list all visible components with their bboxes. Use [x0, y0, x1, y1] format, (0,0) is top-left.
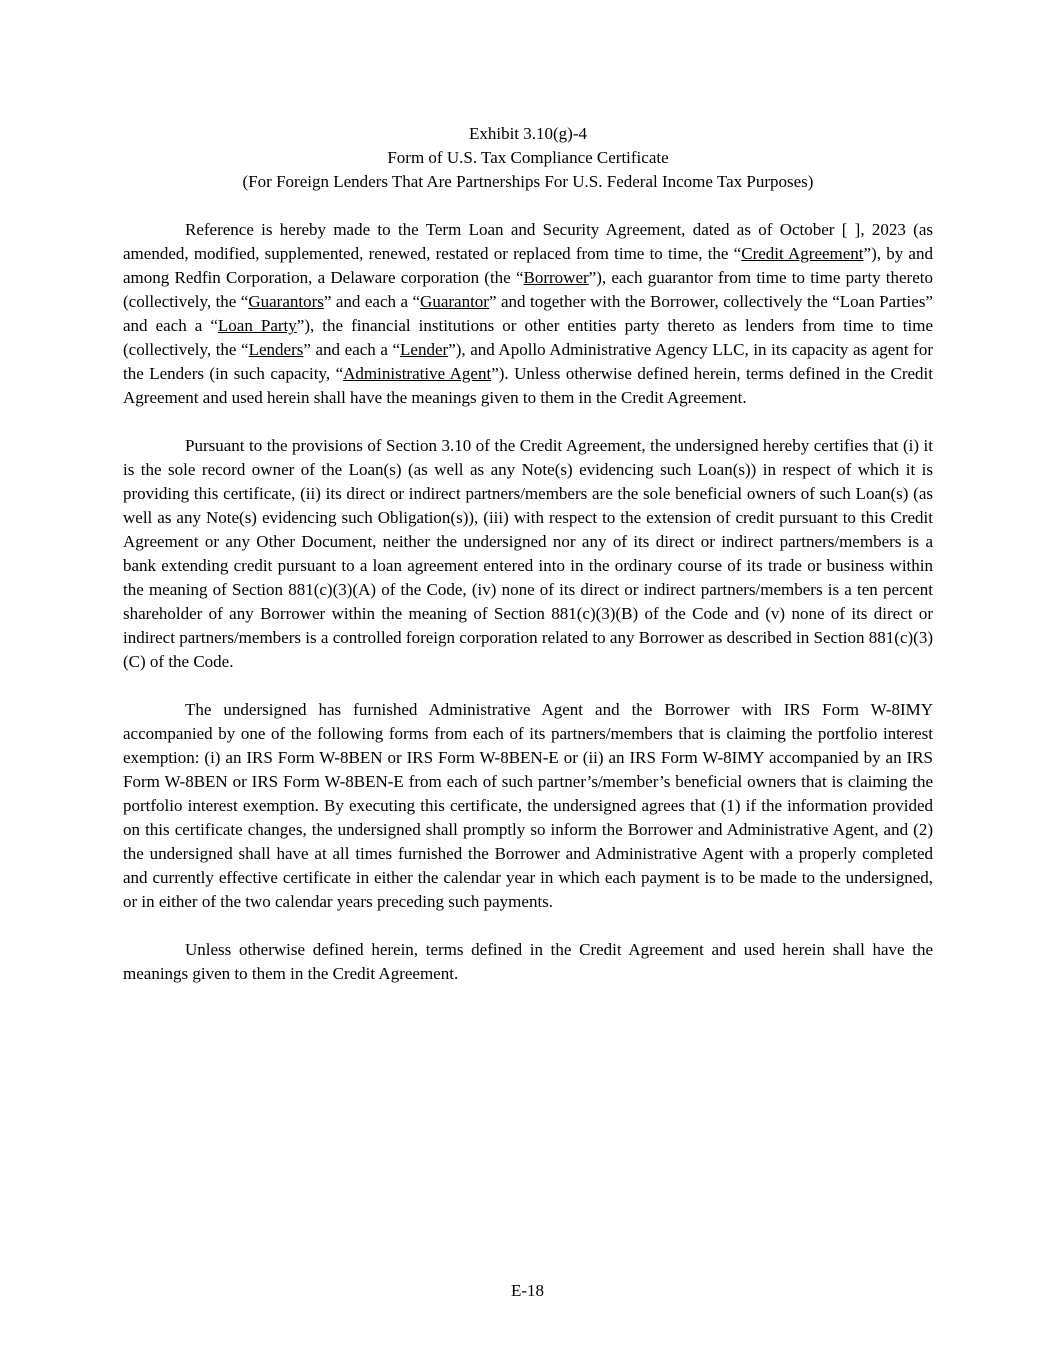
defined-term: Borrower	[523, 268, 589, 287]
defined-term: Administrative Agent	[343, 364, 492, 383]
document-content	[123, 122, 933, 986]
paragraph-text: Reference is hereby made to the Term Loan and Security Agreement, dated as of October [ ], 2023 (as amended, modified, supplemented, renewed, restated or replaced from time to time, the “	[123, 220, 933, 263]
title-form-name: Form of U.S. Tax Compliance Certificate	[387, 148, 669, 167]
title-subtitle: (For Foreign Lenders That Are Partnerships For U.S. Federal Income Tax Purposes)	[242, 172, 814, 191]
page-number: E-18	[510, 1281, 545, 1300]
defined-term: Loan Party	[217, 316, 297, 335]
paragraph-text: The undersigned has furnished Administrative Agent and the Borrower with IRS Form W-8IMY accompanied by one of the following forms from each of its partners/members that is claiming the portfolio interest exemption: (i) an IRS Form W-8BEN or IRS Form W-8BEN-E or (ii) an IRS Form W-8IMY accompanied by an IRS Form W-8BEN or IRS Form W-8BEN-E from each of such partner’s/member’s beneficial owners that is claiming the portfolio interest exemption. By executing this certificate, the undersigned agrees that (1) if the information provided on this certificate changes, the undersigned shall promptly so inform the Borrower and Administrative Agent, and (2) the undersigned shall have at all times furnished the Borrower and Administrative Agent with a properly completed and currently effective certificate in either the calendar year in which each payment is to be made to the undersigned, or in either of the two calendar years preceding such payments.	[123, 700, 933, 911]
defined-term: Lender	[400, 340, 449, 359]
paragraph-text: Unless otherwise defined herein, terms defined in the Credit Agreement and used herein shall have the meanings given to them in the Credit Agreement.	[123, 940, 933, 983]
paragraph-text: ”), and Apollo Administrative Agency LLC, in its capacity as agent for the Lenders (in such capacity, “	[123, 340, 933, 383]
paragraph	[123, 938, 933, 986]
paragraph	[123, 218, 933, 410]
paragraph-text: ”), the financial institutions or other entities party thereto as lenders from time to time (collectively, the “	[123, 316, 933, 359]
paragraph-text: Pursuant to the provisions of Section 3.10 of the Credit Agreement, the undersigned hereby certifies that (i) it is the sole record owner of the Loan(s) (as well as any Note(s) evidencing such Loan(s)) in respect of which it is providing this certificate, (ii) its direct or indirect partners/members are the sole beneficial owners of such Loan(s) (as well as any Note(s) evidencing such Obligation(s)), (iii) with respect to the extension of credit pursuant to this Credit Agreement or any Other Document, neither the undersigned nor any of its direct or indirect partners/members is a bank extending credit pursuant to a loan agreement entered into in the ordinary course of its trade or business within the meaning of Section 881(c)(3)(A) of the Code, (iv) none of its direct or indirect partners/members is a ten percent shareholder of any Borrower within the meaning of Section 881(c)(3)(B) of the Code and (v) none of its direct or indirect partners/members is a controlled foreign corporation related to any Borrower as described in Section 881(c)(3)(C) of the Code.	[123, 436, 933, 671]
defined-term: Credit Agreement	[741, 244, 864, 263]
paragraph-text: ” and together with the Borrower, collectively the “Loan Parties” and each a “	[123, 292, 933, 335]
paragraph-text: ” and each a “	[323, 292, 421, 311]
document-body	[123, 218, 933, 986]
paragraph	[123, 434, 933, 674]
title-exhibit-number: Exhibit 3.10(g)-4	[468, 124, 588, 143]
defined-term: Guarantor	[420, 292, 489, 311]
document-title	[123, 122, 933, 194]
paragraph	[123, 698, 933, 914]
paragraph-text: ” and each a “	[303, 340, 401, 359]
paragraph-text: ”), by and among Redfin Corporation, a Delaware corporation (the “	[123, 244, 933, 287]
defined-term: Lenders	[248, 340, 304, 359]
paragraph-text: ”), each guarantor from time to time party thereto (collectively, the “	[123, 268, 933, 311]
paragraph-text: ”). Unless otherwise defined herein, terms defined in the Credit Agreement and used herein shall have the meanings given to them in the Credit Agreement.	[123, 364, 933, 407]
defined-term: Guarantors	[248, 292, 324, 311]
